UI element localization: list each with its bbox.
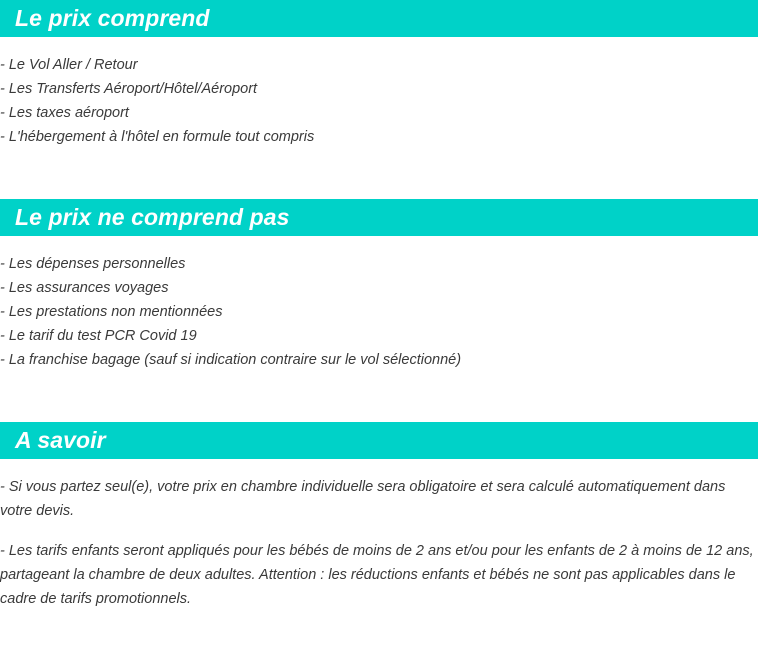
list-item: - Les assurances voyages — [0, 280, 169, 296]
list-item: - Les prestations non mentionnées — [0, 304, 223, 320]
info-paragraph-child-rates: - Les tarifs enfants seront appliqués pour les bébés de moins de 2 ans et/ou pour les enfants de 2 à moins de 12 ans, partageant la chambre de deux adultes. Attention : les réductions enfants et bébés ne sont pas applicables dans le cadre de tarifs promotionnels. — [0, 543, 754, 607]
not-included-list — [0, 252, 758, 372]
list-item: - Le tarif du test PCR Covid 19 — [0, 328, 197, 344]
list-item: - L'hébergement à l'hôtel en formule tout compris — [0, 129, 315, 145]
section-header-included — [0, 0, 758, 37]
list-item: - Les Transferts Aéroport/Hôtel/Aéroport — [0, 81, 258, 97]
section-header-good-to-know — [0, 422, 758, 459]
list-item: - Le Vol Aller / Retour — [0, 57, 138, 73]
section-title-included: Le prix comprend — [15, 5, 210, 31]
info-paragraph-single-room: - Si vous partez seul(e), votre prix en chambre individuelle sera obligatoire et sera calculé automatiquement dans votre devis. — [0, 479, 726, 519]
included-list — [0, 53, 758, 149]
list-item: - La franchise bagage (sauf si indication contraire sur le vol sélectionné) — [0, 352, 462, 368]
list-item: - Les dépenses personnelles — [0, 256, 186, 272]
section-title-good-to-know: A savoir — [15, 427, 106, 453]
section-title-not-included: Le prix ne comprend pas — [15, 204, 290, 230]
list-item: - Les taxes aéroport — [0, 105, 129, 121]
section-header-not-included — [0, 199, 758, 236]
